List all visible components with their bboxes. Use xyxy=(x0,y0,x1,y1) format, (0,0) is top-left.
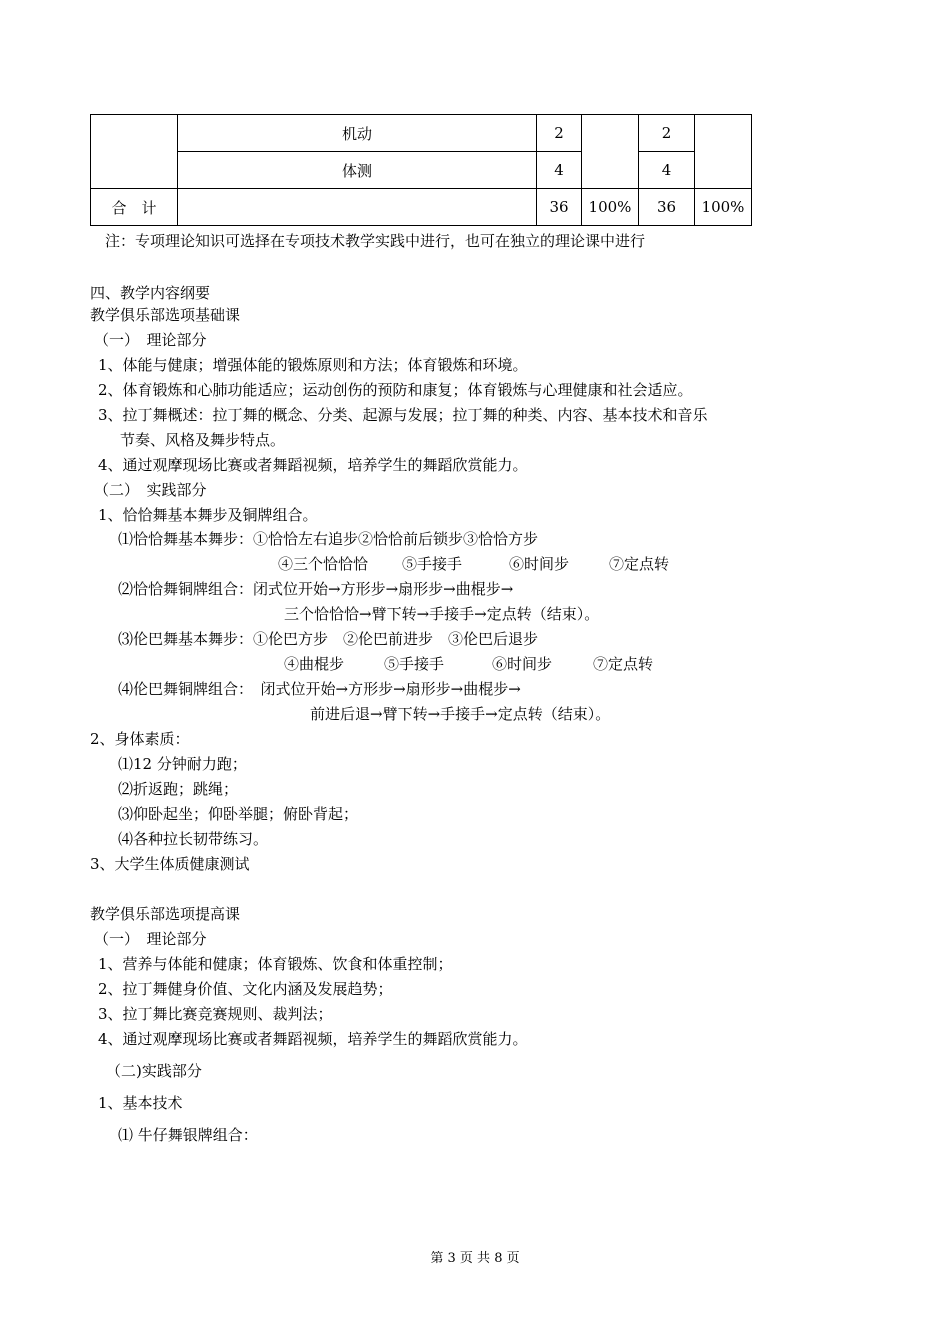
table-cell-hours: 2 xyxy=(639,115,695,152)
practice-item-title: 2、身体素质： xyxy=(90,730,190,748)
basic-theory-item-cont: 节奏、风格及舞步特点。 xyxy=(120,431,286,449)
table-cell-pct xyxy=(582,115,639,189)
basic-practice-heading: （二） 实践部分 xyxy=(94,481,207,499)
step-item: ⑥时间步 xyxy=(509,555,570,573)
table-cell-empty xyxy=(91,115,178,189)
basic-theory-item: 4、通过观摩现场比赛或者舞蹈视频，培养学生的舞蹈欣赏能力。 xyxy=(98,456,528,474)
advanced-course-title: 教学俱乐部选项提高课 xyxy=(90,905,241,923)
step-item: ⑦定点转 xyxy=(593,655,654,673)
advanced-theory-heading: （一） 理论部分 xyxy=(94,930,207,948)
practice-item-title: 1、恰恰舞基本舞步及铜牌组合。 xyxy=(98,506,318,524)
advanced-theory-item: 3、拉丁舞比赛竞赛规则、裁判法； xyxy=(98,1005,333,1023)
table-cell-item: 体测 xyxy=(178,152,537,189)
basic-theory-heading: （一） 理论部分 xyxy=(94,331,207,349)
table-cell-hours: 4 xyxy=(639,152,695,189)
rumba-basic-steps: ⑶伦巴舞基本舞步：①伦巴方步 ②伦巴前进步 ③伦巴后退步 xyxy=(118,630,539,648)
step-item: ⑤手接手 xyxy=(384,655,445,673)
advanced-theory-item: 1、营养与体能和健康；体育锻炼、饮食和体重控制； xyxy=(98,955,453,973)
cha-bronze-combo-cont: 三个恰恰恰→臂下转→手接手→定点转（结束）。 xyxy=(284,605,600,623)
basic-theory-item: 2、体育锻炼和心肺功能适应；运动创伤的预防和康复；体育锻炼与心理健康和社会适应。 xyxy=(98,381,693,399)
table-cell-total-hours: 36 xyxy=(537,189,582,226)
table-cell-total-hours: 36 xyxy=(639,189,695,226)
practice-sub-item: ⑴ 牛仔舞银牌组合： xyxy=(118,1126,258,1144)
practice-item-title: 1、基本技术 xyxy=(98,1094,183,1112)
step-item: ⑦定点转 xyxy=(609,555,670,573)
table-cell-hours: 4 xyxy=(537,152,582,189)
step-item: ⑥时间步 xyxy=(492,655,553,673)
fitness-item: ⑷各种拉长韧带练习。 xyxy=(118,830,269,848)
rumba-bronze-combo: ⑷伦巴舞铜牌组合： 闭式位开始→方形步→扇形步→曲棍步→ xyxy=(118,680,521,698)
fitness-item: ⑵折返跑；跳绳； xyxy=(118,780,239,798)
table-note: 注：专项理论知识可选择在专项技术教学实践中进行，也可在独立的理论课中进行 xyxy=(105,232,646,250)
basic-course-title: 教学俱乐部选项基础课 xyxy=(90,306,241,324)
cha-basic-steps: ⑴恰恰舞基本舞步：①恰恰左右追步②恰恰前后锁步③恰恰方步 xyxy=(118,530,539,548)
table-cell-pct xyxy=(695,115,752,189)
table-cell-total-pct: 100% xyxy=(695,189,752,226)
table-cell-empty xyxy=(178,189,537,226)
basic-theory-item: 1、体能与健康；增强体能的锻炼原则和方法；体育锻炼和环境。 xyxy=(98,356,528,374)
fitness-item: ⑴12 分钟耐力跑； xyxy=(118,755,247,773)
step-item: ④三个恰恰恰 xyxy=(278,555,369,573)
course-hours-table xyxy=(90,114,752,226)
table-cell-hours: 2 xyxy=(537,115,582,152)
advanced-theory-item: 4、通过观摩现场比赛或者舞蹈视频，培养学生的舞蹈欣赏能力。 xyxy=(98,1030,528,1048)
fitness-item: ⑶仰卧起坐；仰卧举腿；俯卧背起； xyxy=(118,805,359,823)
table-cell-item: 机动 xyxy=(178,115,537,152)
table-cell-total-label: 合 计 xyxy=(91,189,178,226)
rumba-bronze-combo-cont: 前进后退→臂下转→手接手→定点转（结束）。 xyxy=(310,705,611,723)
practice-item-title: 3、大学生体质健康测试 xyxy=(90,855,250,873)
advanced-theory-item: 2、拉丁舞健身价值、文化内涵及发展趋势； xyxy=(98,980,393,998)
step-item: ⑤手接手 xyxy=(402,555,463,573)
table-cell-total-pct: 100% xyxy=(582,189,639,226)
page-footer: 第 3 页 共 8 页 xyxy=(430,1251,520,1266)
step-item: ④曲棍步 xyxy=(284,655,345,673)
cha-bronze-combo: ⑵恰恰舞铜牌组合：闭式位开始→方形步→扇形步→曲棍步→ xyxy=(118,580,514,598)
advanced-practice-heading: （二)实践部分 xyxy=(106,1062,202,1080)
section-title: 四、教学内容纲要 xyxy=(90,284,211,302)
basic-theory-item: 3、拉丁舞概述：拉丁舞的概念、分类、起源与发展；拉丁舞的种类、内容、基本技术和音乐 xyxy=(98,406,708,424)
